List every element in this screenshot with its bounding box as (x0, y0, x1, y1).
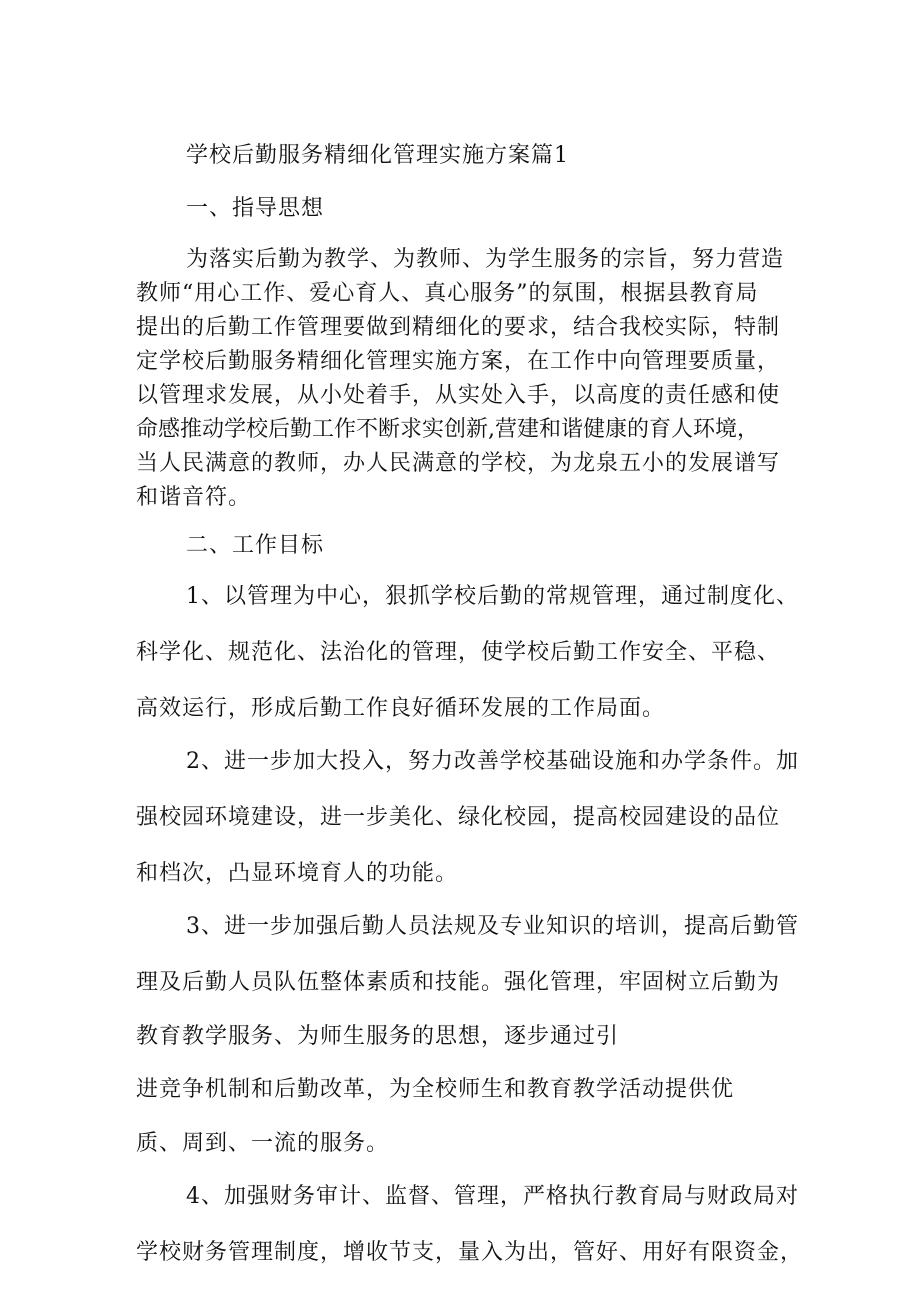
list-item-line: 科学化、规范化、法治化的管理，使学校后勤工作安全、平稳、 (136, 640, 781, 665)
section-heading-guiding-ideology: 一、指导思想 (186, 196, 325, 221)
paragraph-line: 和谐音符。 (136, 485, 252, 510)
list-item-line: 理及后勤人员队伍整体素质和技能。强化管理，牢固树立后勤为 (136, 970, 781, 995)
paragraph-line: 当人民满意的教师，办人民满意的学校，为龙泉五小的发展谱写 (136, 451, 781, 476)
document-title: 学校后勤服务精细化管理实施方案篇1 (186, 143, 569, 168)
list-item-line: 4、加强财务审计、监督、管理，严格执行教育局与财政局对 (186, 1184, 799, 1209)
list-item-line: 教育教学服务、为师生服务的思想，逐步通过引 (136, 1024, 620, 1049)
paragraph-line: 教师“用心工作、爱心育人、真心服务”的氛围，根据县教育局 (136, 281, 759, 306)
list-item-line: 高效运行，形成后勤工作良好循环发展的工作局面。 (136, 696, 666, 721)
paragraph-line: 提出的后勤工作管理要做到精细化的要求，结合我校实际，特制 (136, 315, 781, 340)
list-item-line: 进竞争机制和后勤改革，为全校师生和教育教学活动提供优 (136, 1077, 735, 1102)
paragraph-line: 为落实后勤为教学、为教师、为学生服务的宗旨，努力营造 (186, 247, 785, 272)
list-item-line: 和档次，凸显环境育人的功能。 (136, 861, 459, 886)
paragraph-line: 以管理求发展，从小处着手，从实处入手，以高度的责任感和使 (136, 383, 781, 408)
list-item-line: 学校财务管理制度，增收节支，量入为出，管好、用好有限资金， (136, 1240, 804, 1265)
paragraph-line: 定学校后勤服务精细化管理实施方案，在工作中向管理要质量， (136, 349, 781, 374)
list-item-line: 强校园环境建设，进一步美化、绿化校园，提高校园建设的品位 (136, 805, 781, 830)
list-item-line: 3、进一步加强后勤人员法规及专业知识的培训，提高后勤管 (186, 914, 799, 939)
list-item-line: 质、周到、一流的服务。 (136, 1131, 390, 1156)
paragraph-line: 命感推动学校后勤工作不断求实创新,营建和谐健康的育人环境， (136, 417, 759, 442)
list-item-line: 1、以管理为中心，狠抓学校后勤的常规管理，通过制度化、 (186, 584, 799, 609)
list-item-line: 2、进一步加大投入，努力改善学校基础设施和办学条件。加 (186, 749, 799, 774)
section-heading-work-goals: 二、工作目标 (186, 533, 325, 558)
